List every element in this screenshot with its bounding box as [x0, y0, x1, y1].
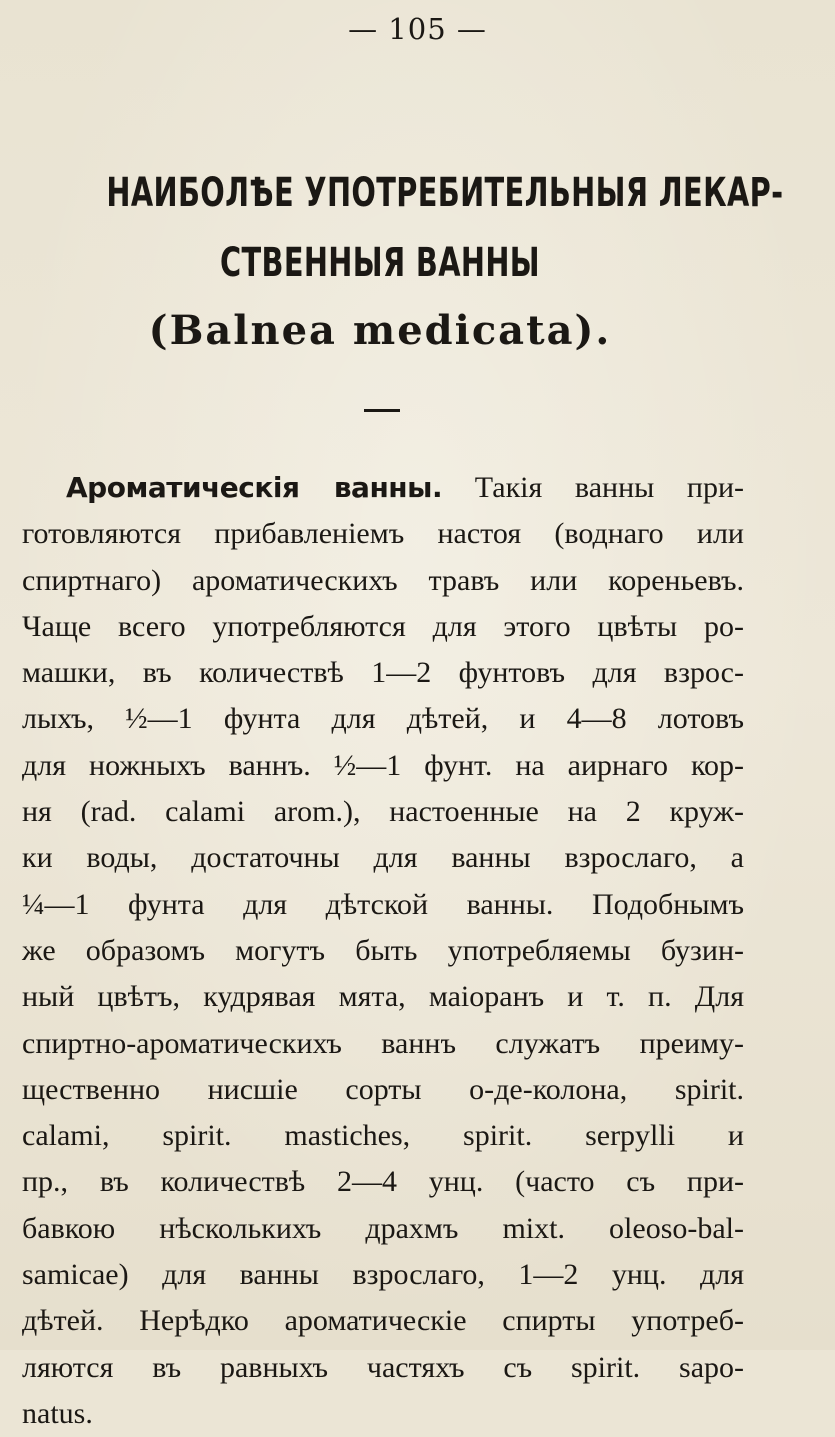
paragraph-line: Ароматическія ванны. Такія ванны при- [66, 471, 744, 504]
paragraph-line: бавкою нѣсколькихъ драхмъ mixt. oleoso-bal- [22, 1211, 744, 1245]
page-number: — 105 — [348, 12, 487, 46]
paragraph-line: ня (rad. calami arom.), настоенные на 2 круж- [22, 795, 744, 829]
paragraph-line: ный цвѣтъ, кудрявая мята, маіоранъ и т. п. Для [22, 980, 744, 1014]
paragraph-line: пр., въ количествѣ 2—4 унц. (часто съ при- [22, 1165, 744, 1199]
paragraph-line: Чаще всего употребляются для этого цвѣты ро- [22, 609, 744, 643]
paragraph-line: машки, въ количествѣ 1—2 фунтовъ для взрос- [22, 656, 744, 690]
body-paragraph [22, 465, 744, 1437]
paragraph-line: calami, spirit. mastiches, spirit. serpylli и [22, 1119, 744, 1153]
chapter-title-latin: (Balnea medicata). [148, 307, 612, 354]
paragraph-line: щественно нисшіе сорты о-де-колона, spirit. [22, 1072, 744, 1106]
paragraph-line: лыхъ, ½—1 фунта для дѣтей, и 4—8 лотовъ [22, 702, 744, 736]
paragraph-line: готовляются прибавленіемъ настоя (воднаго или [22, 517, 744, 551]
paragraph-line: samicae) для ванны взрослаго, 1—2 унц. для [22, 1258, 744, 1292]
paragraph-line: ¼—1 фунта для дѣтской ванны. Подобнымъ [22, 887, 744, 921]
paragraph-heading: Ароматическія ванны. [66, 471, 443, 504]
paragraph-line: ки воды, достаточны для ванны взрослаго, а [22, 841, 744, 875]
chapter-title [0, 158, 784, 362]
paragraph-line: же образомъ могутъ быть употребляемы бузин- [22, 933, 744, 967]
chapter-title-line-1: НАИБОЛѢЕ УПОТРЕБИТЕЛЬНЫЯ ЛЕКАР- [106, 170, 784, 216]
paragraph-line: для ножныхъ ваннъ. ½—1 фунт. на аирнаго кор- [22, 748, 744, 782]
paragraph-line: спиртно-ароматическихъ ваннъ служатъ преиму- [22, 1026, 744, 1060]
paragraph-line: дѣтей. Нерѣдко ароматическіе спирты употреб- [22, 1304, 744, 1338]
paragraph-line: natus. [22, 1396, 93, 1430]
chapter-title-line-2: СТВЕННЫЯ ВАННЫ [220, 240, 540, 286]
paragraph-line: ляются въ равныхъ частяхъ съ spirit. sapo- [22, 1350, 744, 1384]
section-divider [364, 409, 400, 412]
paragraph-line: спиртнаго) ароматическихъ травъ или кореньевъ. [22, 563, 744, 597]
